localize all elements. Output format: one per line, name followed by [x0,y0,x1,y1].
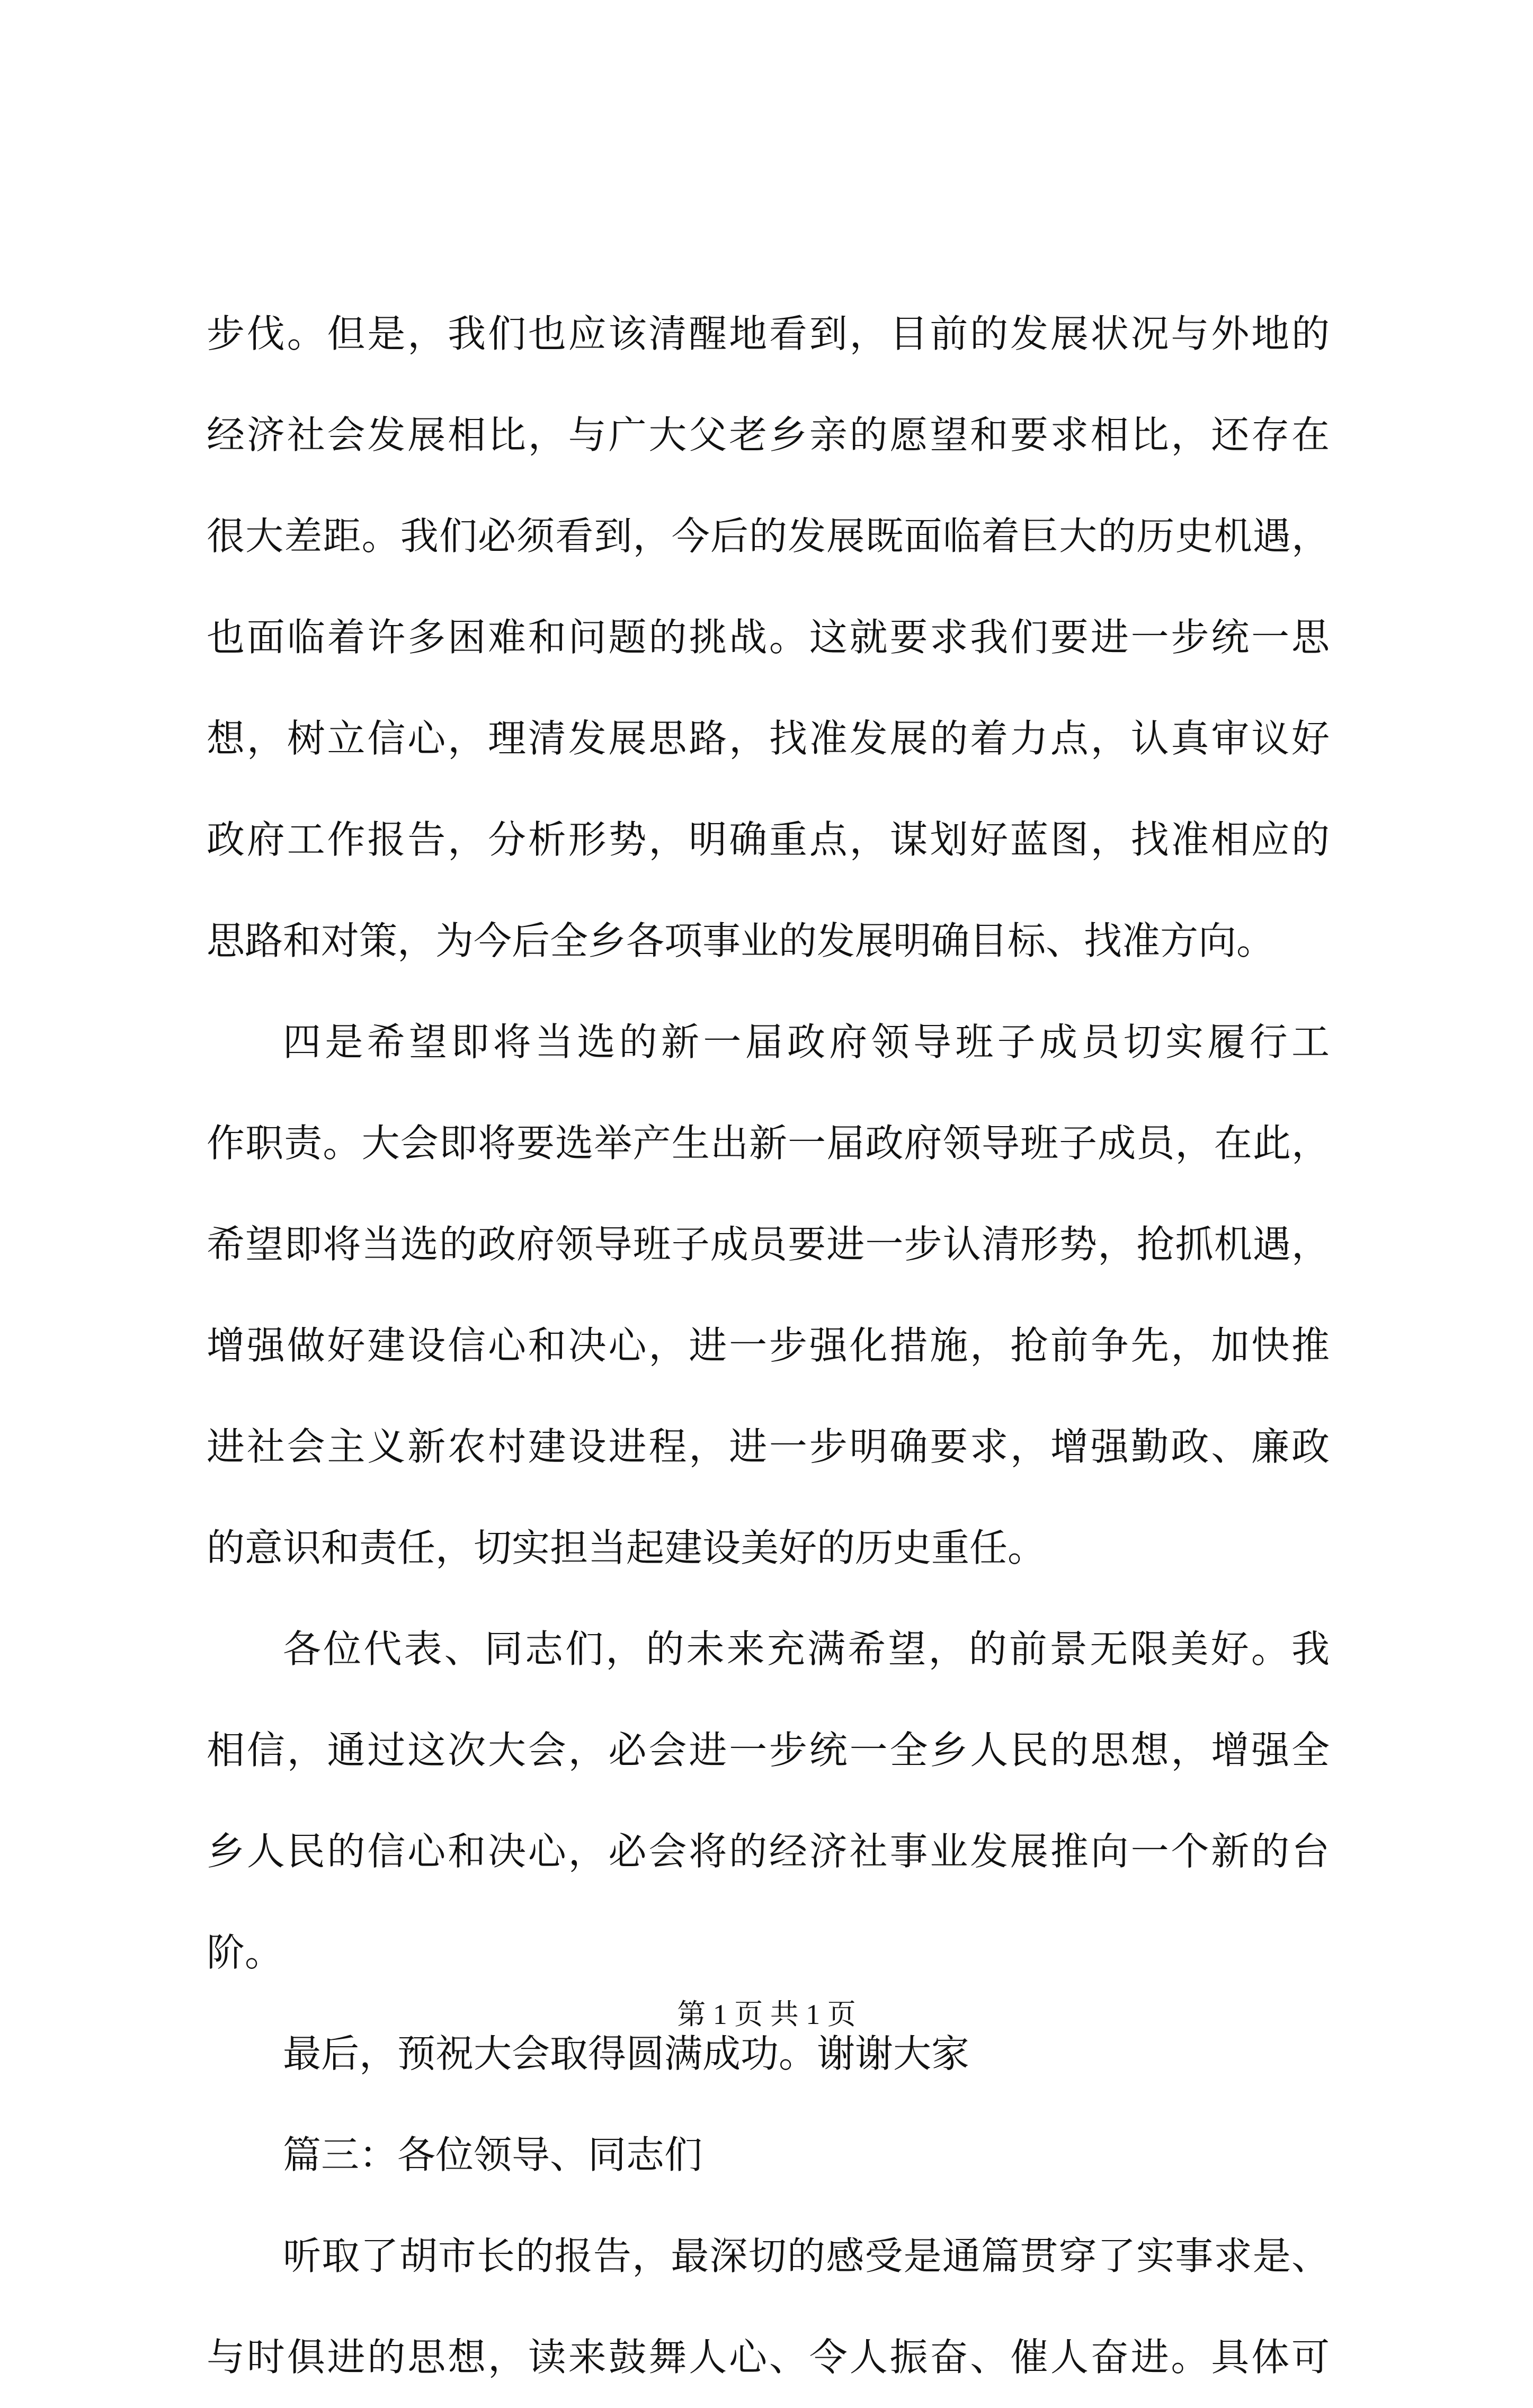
text-line: 政府工作报告，分析形势，明确重点，谋划好蓝图，找准相应的 [207,817,1330,862]
paragraph-start-line: 最后，预祝大会取得圆满成功。谢谢大家 [283,2031,970,2076]
text-line: 想，树立信心，理清发展思路，找准发展的着力点，认真审议好 [207,716,1330,761]
text-line: 相信，通过这次大会，必会进一步统一全乡人民的思想，增强全 [207,1728,1330,1772]
text-line: 经济社会发展相比，与广大父老乡亲的愿望和要求相比，还存在 [207,413,1330,457]
paragraph-start-line: 各位代表、同志们，的未来充满希望，的前景无限美好。我 [283,1627,1330,1671]
document-body [207,283,1330,2408]
text-line: 进社会主义新农村建设进程，进一步明确要求，增强勤政、廉政 [207,1424,1330,1469]
text-line: 也面临着许多困难和问题的挑战。这就要求我们要进一步统一思 [207,615,1330,659]
text-line: 步伐。但是，我们也应该清醒地看到，目前的发展状况与外地的 [207,311,1330,356]
text-line: 希望即将当选的政府领导班子成员要进一步认清形势，抢抓机遇， [207,1222,1330,1267]
text-line: 阶。 [207,1930,283,1975]
page-number-footer: 第 1 页 共 1 页 [677,1999,856,2030]
paragraph-start-line: 四是希望即将当选的新一届政府领导班子成员切实履行工 [283,1020,1330,1064]
text-line: 乡人民的信心和决心，必会将的经济社事业发展推向一个新的台 [207,1829,1330,1874]
section-heading-line: 篇三：各位领导、同志们 [283,2133,703,2177]
text-line: 与时俱进的思想，读来鼓舞人心、令人振奋、催人奋进。具体可 [207,2335,1330,2379]
text-line: 作职责。大会即将要选举产生出新一届政府领导班子成员，在此， [207,1121,1330,1165]
text-line: 增强做好建设信心和决心，进一步强化措施，抢前争先，加快推 [207,1323,1330,1368]
text-line: 思路和对策，为今后全乡各项事业的发展明确目标、找准方向。 [207,918,1275,963]
paragraph-start-line: 听取了胡市长的报告，最深切的感受是通篇贯穿了实事求是、 [283,2234,1330,2278]
text-line: 的意识和责任，切实担当起建设美好的历史重任。 [207,1526,1046,1570]
text-line: 很大差距。我们必须看到，今后的发展既面临着巨大的历史机遇， [207,514,1330,558]
